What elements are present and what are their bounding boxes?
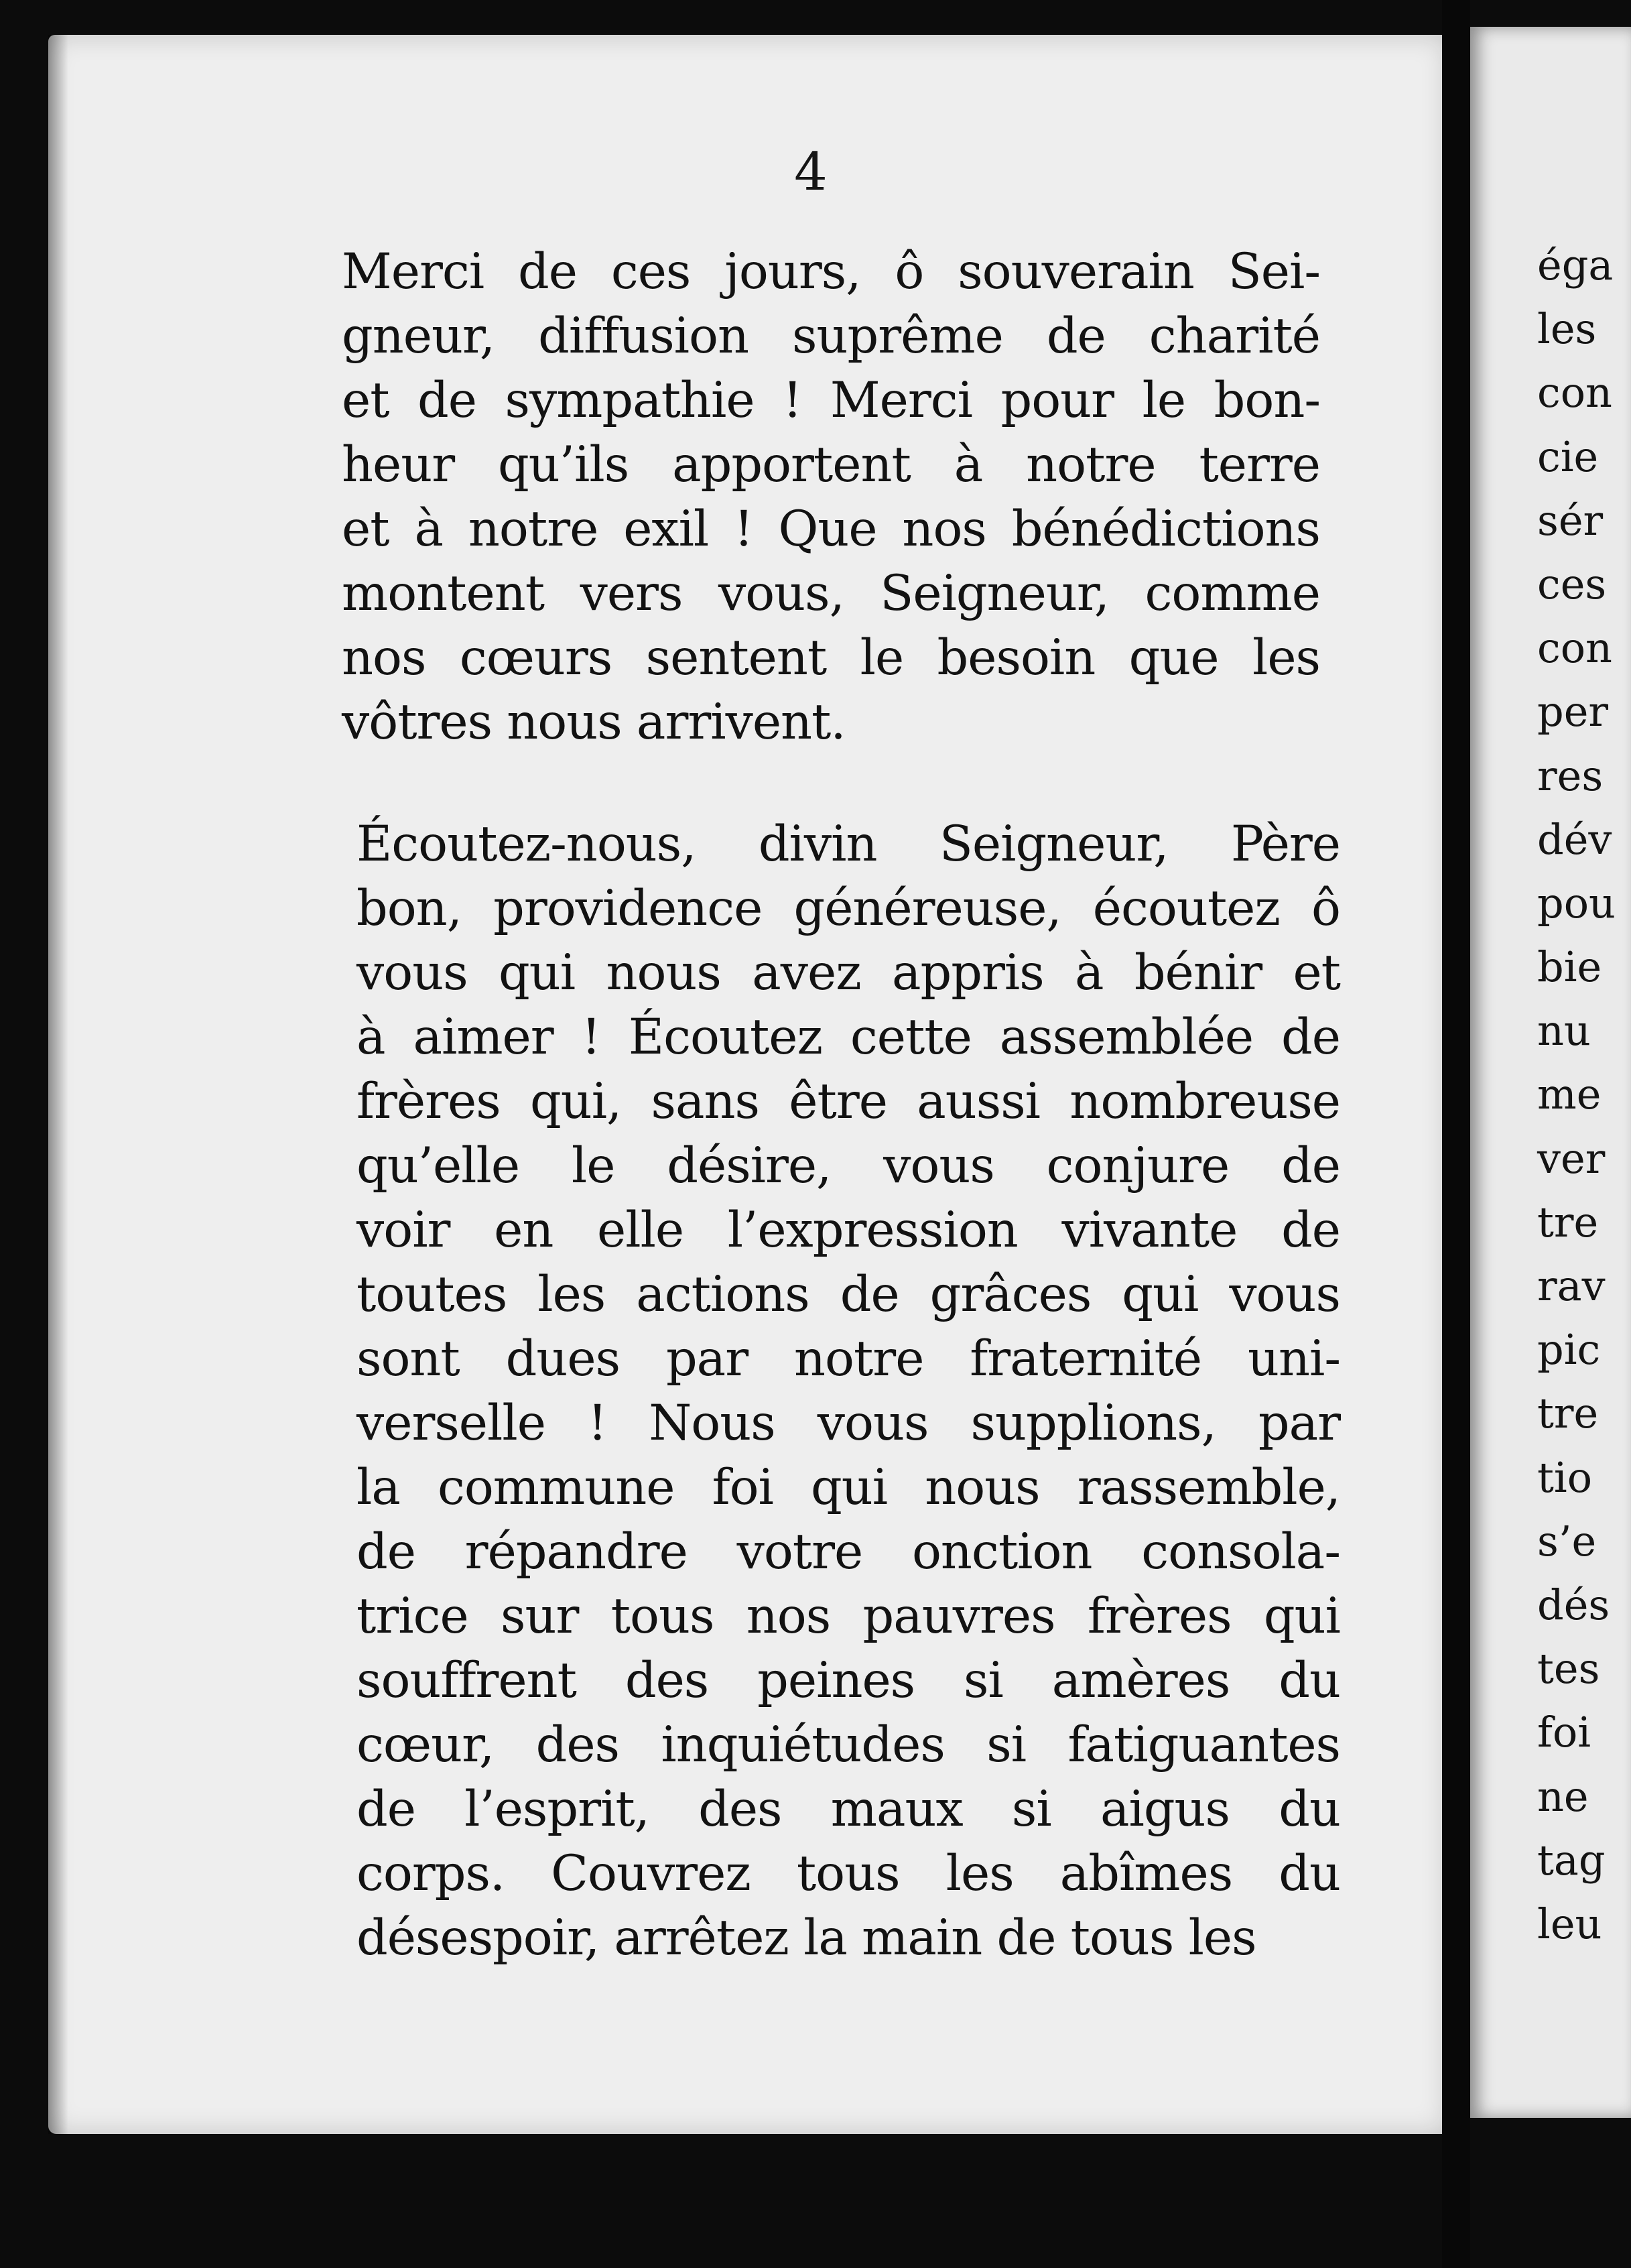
text-line: toutes les actions de grâces qui vous	[356, 1266, 1340, 1323]
text-line: et à notre exil ! Que nos bénédictions	[342, 501, 1320, 558]
facing-page-fragment: ver	[1537, 1133, 1606, 1183]
text-line: cœur, des inquiétudes si fatiguantes	[356, 1716, 1340, 1773]
text-line: gneur, diffusion suprême de charité	[342, 308, 1320, 365]
facing-page-fragment: res	[1537, 751, 1604, 800]
text-line: Écoutez-nous, divin Seigneur, Père	[356, 816, 1340, 873]
text-line: vôtres nous arrivent.	[342, 694, 846, 751]
facing-page-fragment: pic	[1537, 1325, 1601, 1375]
facing-page-fragment: rav	[1537, 1261, 1606, 1310]
facing-page-fragment: cie	[1537, 432, 1599, 481]
text-line: bon, providence généreuse, écoutez ô	[356, 880, 1340, 937]
facing-page-fragment: tre	[1537, 1197, 1599, 1247]
facing-page-fragment: dév	[1537, 814, 1612, 864]
facing-page-fragment: tre	[1537, 1389, 1599, 1438]
facing-page-fragment: leu	[1537, 1899, 1602, 1948]
facing-page-fragment: dés	[1537, 1580, 1610, 1629]
facing-page-fragment: tio	[1537, 1452, 1593, 1502]
text-line: trice sur tous nos pauvres frères qui	[356, 1588, 1340, 1645]
facing-page-fragment: nu	[1537, 1006, 1591, 1056]
facing-page-fragment: tes	[1537, 1644, 1600, 1694]
facing-page-fragment: ces	[1537, 559, 1607, 609]
book-gutter	[1442, 0, 1470, 2268]
facing-page-fragment: sér	[1537, 495, 1604, 545]
text-line: la commune foi qui nous rassemble,	[356, 1459, 1340, 1516]
facing-page-fragment: pou	[1537, 878, 1616, 928]
facing-page-fragment: per	[1537, 687, 1609, 737]
text-line: corps. Couvrez tous les abîmes du	[356, 1845, 1340, 1902]
text-line: montent vers vous, Seigneur, comme	[342, 565, 1320, 622]
text-line: de répandre votre onction consola-	[356, 1523, 1340, 1580]
facing-page-fragment: foi	[1537, 1708, 1591, 1757]
text-line: nos cœurs sentent le besoin que les	[342, 629, 1320, 686]
facing-page-fragment: con	[1537, 368, 1612, 418]
text-line: à aimer ! Écoutez cette assemblée de	[356, 1009, 1340, 1066]
text-line: Merci de ces jours, ô souverain Sei-	[342, 243, 1320, 300]
text-line: qu’elle le désire, vous conjure de	[356, 1137, 1340, 1194]
page-number: 4	[794, 142, 828, 202]
facing-page-fragment: ne	[1537, 1771, 1589, 1821]
facing-page-fragment: me	[1537, 1070, 1602, 1119]
text-line: voir en elle l’expression vivante de	[356, 1202, 1340, 1259]
facing-page-fragment: éga	[1537, 241, 1614, 290]
text-line: de l’esprit, des maux si aigus du	[356, 1781, 1340, 1838]
text-line: souffrent des peines si amères du	[356, 1652, 1340, 1709]
text-line: frères qui, sans être aussi nombreuse	[356, 1073, 1340, 1130]
facing-page-fragment: les	[1537, 304, 1597, 354]
text-line: heur qu’ils apportent à notre terre	[342, 436, 1320, 493]
text-line: et de sympathie ! Merci pour le bon-	[342, 372, 1320, 429]
paragraph-2	[356, 812, 1340, 1970]
text-line: verselle ! Nous vous supplions, par	[356, 1395, 1340, 1452]
facing-page-text-fragments	[1537, 233, 1616, 1956]
text-line: sont dues par notre fraternité uni-	[356, 1330, 1340, 1387]
text-line: vous qui nous avez appris à bénir et	[356, 944, 1340, 1001]
facing-page-fragment: tag	[1537, 1835, 1606, 1885]
facing-page-fragment: s’e	[1537, 1516, 1597, 1566]
facing-page-fragment: con	[1537, 623, 1612, 673]
paragraph-1	[342, 240, 1320, 755]
text-line: désespoir, arrêtez la main de tous les	[356, 1909, 1256, 1966]
facing-page-fragment: bie	[1537, 942, 1602, 992]
